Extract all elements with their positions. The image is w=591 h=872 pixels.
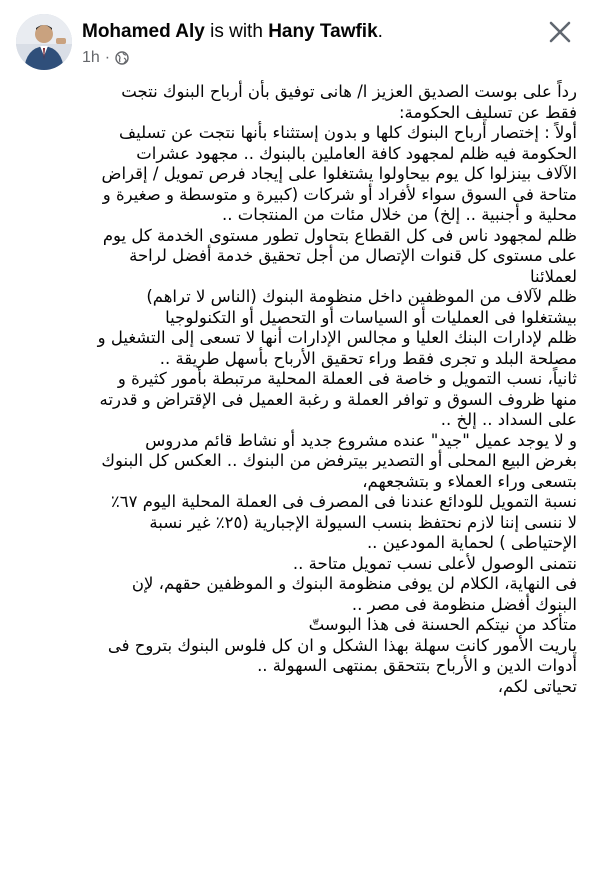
post-line: فى النهاية، الكلام لن يوفى منظومة البنوك و الموظفين حقهم، لإن xyxy=(131,574,577,593)
tagged-name[interactable]: Hany Tawfik xyxy=(268,21,378,42)
close-button[interactable] xyxy=(544,16,576,48)
post-line: تحياتى لكم، xyxy=(497,676,577,696)
post-line: رداً على بوست الصديق العزيز ا/ هانى توفيق بأن أرباح البنوك نتجت xyxy=(121,82,577,101)
avatar-image xyxy=(16,14,72,70)
post-line: لا ننسى إننا لازم نحتفظ بنسب السيولة الإجبارية (٢٥٪ غير نسبة xyxy=(149,512,577,532)
post-line: و لا يوجد عميل "جيد" عنده مشروع جديد أو نشاط قائم مدروس xyxy=(145,430,577,450)
post-line: محلية و أجنبية .. إلخ) من خلال مئات من المنتجات .. xyxy=(222,205,577,224)
post-line: أولاً : إختصار أرباح البنوك كلها و بدون إستثناء بأنها نتجت عن تسليف xyxy=(119,123,577,142)
globe-icon[interactable] xyxy=(115,51,129,65)
post-header xyxy=(0,0,591,80)
with-text: is with xyxy=(204,21,269,42)
post-author-line xyxy=(82,20,383,44)
post-time[interactable]: 1h xyxy=(82,49,100,66)
post-line: على مستوى كل قنوات الإتصال من أجل تحقيق خدمة أفضل لراحة xyxy=(129,246,577,265)
post-line: البنوك أفضل منظومة فى مصر .. xyxy=(351,594,577,614)
post-line: بتسعى وراء العملاء و بتشجعهم، xyxy=(362,471,577,491)
post-meta xyxy=(82,48,129,68)
post-line: متأكد من نيتكم الحسنة فى هذا البوستّ xyxy=(308,615,577,634)
post-line: فقط عن تسليف الحكومة: xyxy=(398,102,577,122)
post-line: ظلم لآلاف من الموظفين داخل منظومة البنوك (الناس لا تراهم) xyxy=(146,287,577,306)
post-line: مصلحة البلد و تجرى فقط وراء تحقيق الأرباح بأسهل طريقة .. xyxy=(159,348,577,368)
post-line: على السداد .. إلخ .. xyxy=(440,410,577,429)
post-line: أدوات الدين و الأرباح بتتحقق بمنتهى السهولة .. xyxy=(257,656,577,675)
post-line: لعملائنا xyxy=(530,266,577,286)
post-line: بيشتغلوا فى العمليات أو السياسات أو التحصيل أو التكنولوجيا xyxy=(165,307,577,327)
post-line: ثانياً، نسب التمويل و خاصة فى العملة المحلية مرتبطة بأمور كثيرة و xyxy=(117,369,577,388)
post-line: متاحة فى السوق سواء لأفراد أو شركات (كبيرة و متوسطة و صغيرة و xyxy=(102,184,577,204)
avatar[interactable] xyxy=(16,14,72,70)
post-line: نتمنى الوصول لأعلى نسب تمويل متاحة .. xyxy=(292,553,577,573)
post-line: الإحتياطى ) لحماية المودعين .. xyxy=(366,533,577,552)
tagged-suffix: . xyxy=(377,21,383,42)
post-line: الحكومة فيه ظلم لمجهود كافة العاملين بالبنوك .. مجهود عشرات xyxy=(136,143,577,163)
post-line: نسبة التمويل للودائع عندنا فى المصرف فى العملة المحلية اليوم ٦٧٪ xyxy=(110,492,577,511)
post-line: ياريت الأمور كانت سهلة بهذا الشكل و ان كل فلوس البنوك بتروح فى xyxy=(107,635,577,655)
post-line: بغرض البيع المحلى أو التصدير بيترفض من البنوك .. العكس كل البنوك xyxy=(101,451,577,470)
post-line: ظلم لإدارات البنك العليا و مجالس الإدارات أنها لا تسعى إلى التشغيل و xyxy=(97,328,577,347)
meta-separator: · xyxy=(104,49,111,66)
post-line: ظلم لمجهود ناس فى كل القطاع بتحاول تطور مستوى الخدمة كل يوم xyxy=(102,225,577,245)
close-icon xyxy=(544,16,576,48)
author-name[interactable]: Mohamed Aly xyxy=(82,21,205,42)
post-line: منها ظروف السوق و توافر العملة و رغبة العميل فى الإقتراض و قدرته xyxy=(99,389,577,409)
post-body-text xyxy=(14,82,577,697)
post-line: الآلاف بينزلوا كل يوم بيحاولوا يشتغلوا على إيجاد فرص تمويل / إقراض xyxy=(101,164,577,183)
